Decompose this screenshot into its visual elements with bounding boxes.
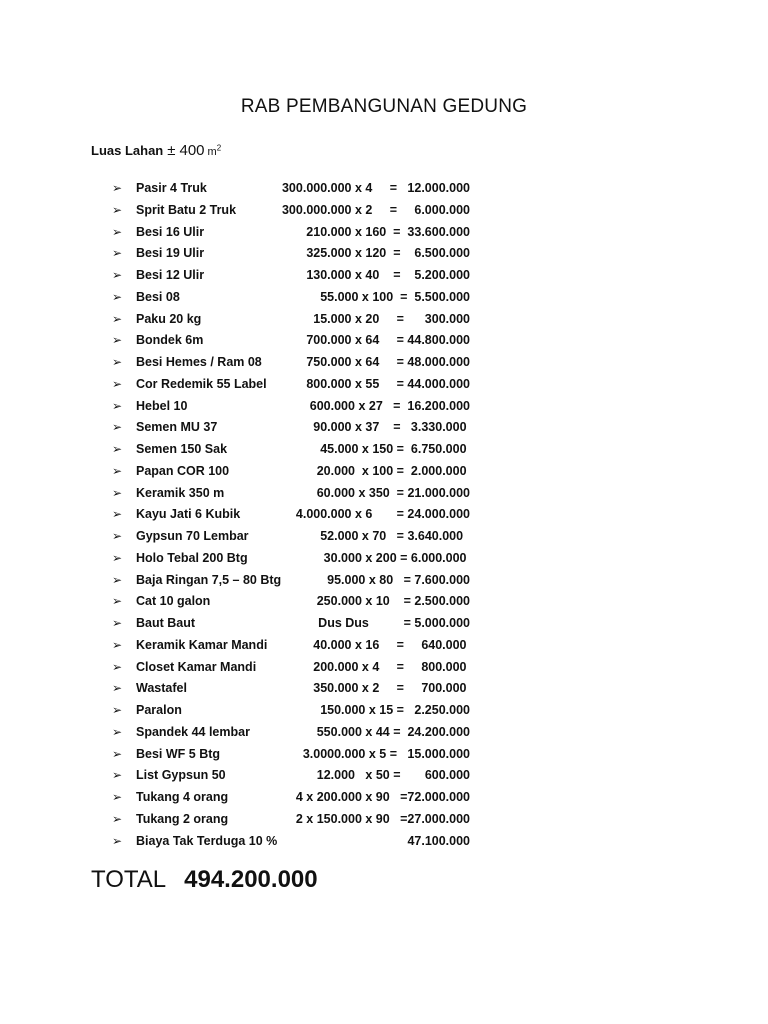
item-name: Holo Tebal 200 Btg [136, 550, 248, 565]
list-item [0, 635, 768, 657]
list-item [0, 700, 768, 722]
list-item [0, 744, 768, 766]
item-calculation: 95.000 x 80 = 7.600.000 [327, 572, 470, 587]
item-name: Baja Ringan 7,5 – 80 Btg [136, 572, 282, 587]
item-name: Kayu Jati 6 Kubik [136, 507, 241, 522]
item-calculation: 800.000 x 55 = 44.000.000 [306, 376, 470, 391]
arrow-bullet-icon: ➢ [112, 637, 123, 652]
item-calculation: 130.000 x 40 = 5.200.000 [306, 268, 470, 282]
item-calculation: 55.000 x 100 = 5.500.000 [320, 289, 470, 304]
item-calculation: 52.000 x 70 = 3.640.000 [320, 529, 470, 543]
item-name: Pasir 4 Truk [136, 181, 207, 195]
land-area-unit [207, 143, 222, 158]
item-name: Paku 20 kg [136, 311, 202, 326]
arrow-bullet-icon: ➢ [112, 681, 123, 696]
land-area-unit-base: m [207, 146, 217, 158]
item-calculation: 20.000 x 100 = 2.000.000 [316, 463, 470, 478]
arrow-bullet-icon: ➢ [112, 659, 123, 674]
item-calculation: 15.000 x 20 = 300.000 [313, 311, 470, 326]
arrow-bullet-icon: ➢ [112, 724, 123, 739]
list-item [0, 570, 768, 592]
item-name: Paralon [136, 703, 182, 717]
item-name: Besi 16 Ulir [136, 224, 205, 239]
arrow-bullet-icon: ➢ [112, 268, 123, 282]
list-item [0, 722, 768, 744]
arrow-bullet-icon: ➢ [112, 376, 123, 391]
item-name: Cor Redemik 55 Label [136, 376, 267, 391]
item-name: Wastafel [136, 681, 187, 696]
list-item [0, 461, 768, 483]
item-calculation: 47.100.000 [407, 833, 470, 848]
item-calculation: 150.000 x 15 = 2.250.000 [320, 703, 470, 717]
item-calculation: 2 x 150.000 x 90 =27.000.000 [295, 811, 470, 826]
item-name: Semen 150 Sak [136, 442, 228, 456]
item-calculation: 4 x 200.000 x 90 =72.000.000 [295, 790, 470, 804]
arrow-bullet-icon: ➢ [112, 311, 123, 326]
item-name: Tukang 4 orang [136, 790, 229, 804]
list-item [0, 417, 768, 439]
item-name: Besi 12 Ulir [136, 268, 205, 282]
land-area-value: 400 [179, 142, 205, 159]
arrow-bullet-icon: ➢ [112, 355, 123, 369]
item-name: Besi 08 [136, 289, 180, 304]
list-item [0, 809, 768, 831]
list-item [0, 243, 768, 265]
arrow-bullet-icon: ➢ [112, 246, 123, 261]
arrow-bullet-icon: ➢ [112, 594, 123, 609]
list-item [0, 396, 768, 418]
item-calculation: 30.000 x 200 = 6.000.000 [323, 550, 470, 565]
item-name: Bondek 6m [136, 333, 204, 348]
item-calculation: 45.000 x 150 = 6.750.000 [320, 442, 470, 456]
cost-item-list [0, 178, 768, 852]
list-item [0, 787, 768, 809]
item-name: Baut Baut [136, 616, 196, 630]
arrow-bullet-icon: ➢ [112, 181, 123, 195]
item-name: List Gypsun 50 [136, 768, 226, 783]
list-item [0, 831, 768, 853]
arrow-bullet-icon: ➢ [112, 333, 123, 348]
item-name: Hebel 10 [136, 398, 188, 413]
item-name: Closet Kamar Mandi [136, 659, 257, 674]
item-name: Spandek 44 lembar [136, 724, 250, 739]
item-calculation: 600.000 x 27 = 16.200.000 [309, 398, 470, 413]
item-name: Semen MU 37 [136, 420, 218, 435]
page-title: RAB PEMBANGUNAN GEDUNG [240, 96, 528, 117]
item-calculation: 3.0000.000 x 5 = 15.000.000 [302, 746, 470, 761]
list-item [0, 287, 768, 309]
list-item [0, 309, 768, 331]
list-item [0, 765, 768, 787]
item-calculation: 40.000 x 16 = 640.000 [313, 637, 470, 652]
land-area-line [91, 142, 221, 159]
total-value: 494.200.000 [184, 866, 318, 893]
list-item [0, 352, 768, 374]
land-area-unit-exponent: 2 [216, 143, 222, 153]
list-item [0, 526, 768, 548]
item-name: Keramik 350 m [136, 485, 225, 500]
list-item [0, 613, 768, 635]
arrow-bullet-icon: ➢ [112, 768, 123, 783]
item-calculation: 550.000 x 44 = 24.200.000 [316, 724, 470, 739]
item-calculation: 210.000 x 160 = 33.600.000 [306, 224, 470, 239]
arrow-bullet-icon: ➢ [112, 420, 123, 435]
item-calculation: 300.000.000 x 4 = 12.000.000 [281, 181, 470, 195]
list-item [0, 330, 768, 352]
arrow-bullet-icon: ➢ [112, 550, 123, 565]
item-name: Keramik Kamar Mandi [136, 637, 268, 652]
total-line [91, 866, 318, 894]
arrow-bullet-icon: ➢ [112, 485, 123, 500]
arrow-bullet-icon: ➢ [112, 746, 123, 761]
item-calculation: 250.000 x 10 = 2.500.000 [316, 594, 470, 609]
arrow-bullet-icon: ➢ [112, 463, 123, 478]
item-calculation: 60.000 x 350 = 21.000.000 [316, 485, 470, 500]
arrow-bullet-icon: ➢ [112, 529, 123, 543]
item-calculation: 4.000.000 x 6 = 24.000.000 [295, 507, 470, 522]
item-name: Besi 19 Ulir [136, 246, 205, 261]
list-item [0, 178, 768, 200]
item-calculation: 300.000.000 x 2 = 6.000.000 [281, 202, 470, 217]
item-name: Cat 10 galon [136, 594, 211, 609]
list-item [0, 265, 768, 287]
list-item [0, 504, 768, 526]
plus-minus-symbol: ± [167, 142, 176, 159]
arrow-bullet-icon: ➢ [112, 790, 123, 804]
item-calculation: 12.000 x 50 = 600.000 [316, 768, 470, 783]
item-name: Biaya Tak Terduga 10 % [136, 833, 278, 848]
item-calculation: 200.000 x 4 = 800.000 [313, 659, 470, 674]
item-name: Papan COR 100 [136, 463, 230, 478]
list-item [0, 483, 768, 505]
list-item [0, 678, 768, 700]
list-item [0, 548, 768, 570]
arrow-bullet-icon: ➢ [112, 442, 123, 456]
land-area-label: Luas Lahan [91, 143, 164, 158]
arrow-bullet-icon: ➢ [112, 224, 123, 239]
item-name: Tukang 2 orang [136, 811, 229, 826]
total-label: TOTAL [91, 866, 167, 893]
item-calculation: Dus Dus = 5.000.000 [318, 616, 470, 630]
item-name: Besi Hemes / Ram 08 [136, 355, 262, 369]
arrow-bullet-icon: ➢ [112, 572, 123, 587]
arrow-bullet-icon: ➢ [112, 811, 123, 826]
list-item [0, 439, 768, 461]
arrow-bullet-icon: ➢ [112, 703, 123, 717]
item-calculation: 750.000 x 64 = 48.000.000 [306, 355, 470, 369]
item-name: Gypsun 70 Lembar [136, 529, 249, 543]
arrow-bullet-icon: ➢ [112, 507, 123, 522]
item-calculation: 90.000 x 37 = 3.330.000 [313, 420, 470, 435]
arrow-bullet-icon: ➢ [112, 833, 123, 848]
list-item [0, 591, 768, 613]
item-name: Besi WF 5 Btg [136, 746, 221, 761]
arrow-bullet-icon: ➢ [112, 289, 123, 304]
arrow-bullet-icon: ➢ [112, 398, 123, 413]
item-name: Sprit Batu 2 Truk [136, 202, 237, 217]
item-calculation: 325.000 x 120 = 6.500.000 [306, 246, 470, 261]
list-item [0, 657, 768, 679]
item-calculation: 700.000 x 64 = 44.800.000 [306, 333, 470, 348]
list-item [0, 374, 768, 396]
arrow-bullet-icon: ➢ [112, 616, 123, 630]
arrow-bullet-icon: ➢ [112, 202, 123, 217]
item-calculation: 350.000 x 2 = 700.000 [313, 681, 470, 696]
list-item [0, 222, 768, 244]
list-item [0, 200, 768, 222]
